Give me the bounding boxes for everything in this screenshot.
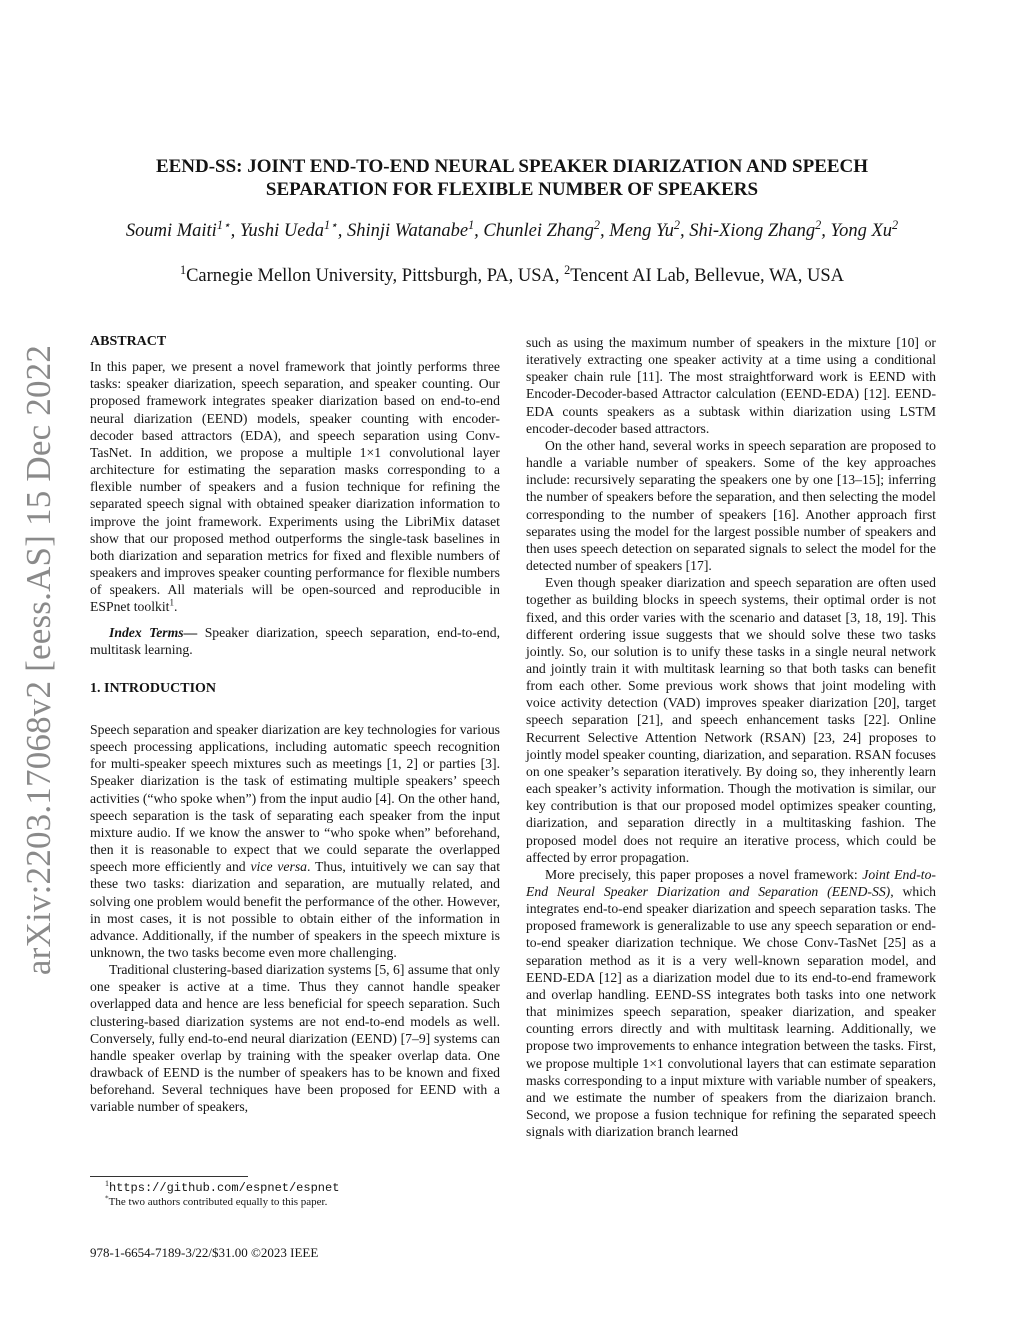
index-terms: Index Terms— Speaker diarization, speech separation, end-to-end, multitask learning. — [90, 624, 500, 657]
arxiv-identifier — [9, 330, 69, 990]
title-line-2: SEPARATION FOR FLEXIBLE NUMBER OF SPEAKERS — [265, 179, 759, 200]
footnote-2: *The two authors contributed equally to this paper. — [105, 1194, 328, 1208]
arxiv-id-text: arXiv:2203.17068v2 [eess.AS] 15 Dec 2022 — [19, 344, 58, 976]
intro-paragraph-4: On the other hand, several works in speech separation are proposed to handle a variable number of speakers. Some of the key approaches include: recursively separating the speakers one by one [13–15]; inferring the number of speakers before the separation, and then selecting the model corresponding to the number of speakers [16]. Another approach first separates using the model for the largest possible number of speakers and then uses speech detection on separated signals to select the model for the detected number of speakers [17]. — [526, 437, 936, 574]
footnote-divider — [90, 1176, 248, 1177]
intro-paragraph-6: More precisely, this paper proposes a novel framework: Joint End-to-End Neural Speaker Diarization and Separation (EEND-SS), which integrates end-to-end speaker diarization and speech separation tasks. The proposed framework is generalizable to use any speech separation or end-to-end speaker diarization technique. We chose Conv-TasNet [25] as a separation method as it is a very well-known separation model, and EEND-EDA [12] as a diarization model due to its end-to-end framework and overlap handling. EEND-SS integrates both tasks into one network that minimizes speech separation, speaker diarization, and speaker counting errors directly and with multitask learning. Additionally, we propose two improvements to enhance integration between the tasks. First, we propose multiple 1×1 convolutional layers that can estimate separation masks corresponding to a input mixture with variable number of speakers, and we estimate the number of speakers from the diarizaion branch. Second, we propose a fusion technique for refining the separated speech signals with diarization branch learned — [526, 866, 936, 1140]
copyright-footer: 978-1-6654-7189-3/22/$31.00 ©2023 IEEE — [90, 1245, 319, 1260]
intro-paragraph-5: Even though speaker diarization and speech separation are often used together as building blocks in speech systems, their optimal order is not fixed, and this order varies with the scenario and dataset [3, 18, 19]. This different ordering issue suggests that we should solve these two tasks jointly. So, our solution is to unify these tasks in a single neural network and jointly train it with multitask learning so that both tasks can benefit from each other. Some previous work shows that joint modeling with voice activity detection (VAD) improves speaker diarization [20], target speech separation [21], and speech enhancement tasks [22]. Online Recurrent Selective Attention Network (RSAN) [23, 24] proposes to jointly model speaker counting, diarization, and separation. RSAN focuses on one speaker’s separation iteratively. By doing so, they inherently learn each speaker’s activity information. Though the motivation is similar, our key contribution is that our proposed model optimizes speaker counting, diarization, and separation directly in a multitasking fashion. The proposed model does not require an iterative process, which could be affected by error propagation. — [526, 575, 936, 865]
right-column — [526, 334, 936, 1140]
author: Soumi Maiti$^{1⋆}$ — [125, 217, 231, 241]
author-list: Soumi Maiti$^{1⋆}$, Yushi Ueda$^{1⋆}$, Shinji Watanabe$^1$, Chunlei Zhang$^2$, Meng Yu$^2$, Shi-Xiong Zhang$^2$, Yong Xu$^2$ — [125, 217, 899, 241]
intro-heading: 1. INTRODUCTION — [90, 680, 217, 696]
author: Shinji Watanabe$^1$ — [346, 217, 475, 241]
footnote-1: $^1$https://github.com/espnet/espnet — [105, 1179, 340, 1195]
intro-paragraph-3: such as using the maximum number of speakers in the mixture [10] or iteratively extracting one speaker activity at a time using a conditional speaker chain rule [11]. The most straightforward work is EEND with Encoder-Decoder-based Attractor calculation (EEND-EDA) [12]. EEND-EDA counts speakers as a subtask within diarization using LSTM encoder-decoder based attractors. — [526, 335, 936, 436]
affiliations: $^1$Carnegie Mellon University, Pittsburgh, PA, USA, $^2$Tencent AI Lab, Bellevue, WA, USA — [179, 262, 845, 286]
author: Yong Xu$^2$ — [830, 217, 899, 241]
author: Yushi Ueda$^{1⋆}$ — [239, 217, 338, 241]
paper-title — [60, 155, 964, 201]
intro-paragraph-1: Speech separation and speaker diarization are key technologies for various speech processing applications, including automatic speech recognition for multi-speaker speech mixtures such as meetings [1, 2] or parties [3]. Speaker diarization is the task of estimating multiple speakers’ speech activities (“who spoke when”) from the input audio [4]. On the other hand, speech separation is the task of separating each speaker from the input mixture audio. If we know the answer to “who spoke when” beforehand, then it is reasonable to expect that we could separate the overlapped speech more efficiently and vice versa. Thus, intuitively we can say that these two tasks: diarization and separation, are mutually related, and solving one problem would benefit the performance of the other. However, in most cases, it is not possible to obtain either of the information in advance. Additionally, if the number of speakers in the speech mixture is unknown, the two tasks become even more challenging. — [90, 721, 500, 960]
author: Meng Yu$^2$ — [609, 217, 680, 241]
abstract-body: In this paper, we present a novel framework that jointly performs three tasks: speaker diarization, speech separation, and speaker counting. Our proposed framework integrates speaker diarization based on end-to-end neural diarization (EEND) models, speaker counting with encoder-decoder based attractors (EDA), and speech separation using Conv-TasNet. In addition, we propose a multiple 1×1 convolutional layer architecture for estimating the separation masks corresponding to a flexible number of speakers and a fusion technique for refining the separated speech signal with obtained speaker diarization information to improve the joint framework. Experiments using the LibriMix dataset show that our proposed method outperforms the single-task baselines in both diarization and separation metrics for fixed and flexible numbers of speakers and improves speaker counting performance for flexible numbers of speakers. All materials will be open-sourced and reproducible in ESPnet toolkit$^1$. — [90, 359, 500, 615]
abstract-heading: ABSTRACT — [90, 334, 167, 349]
footnote-link[interactable]: https://github.com/espnet/espnet — [108, 1181, 340, 1195]
left-column — [90, 333, 500, 1116]
author: Shi-Xiong Zhang$^2$ — [689, 217, 822, 241]
intro-paragraph-2: Traditional clustering-based diarization systems [5, 6] assume that only one speaker is active at a time. Thus they cannot handle speaker overlapped data and hence are less beneficial for speech separation. Such clustering-based diarization systems are not end-to-end models as well. Conversely, fully end-to-end neural diarization (EEND) [7–9] systems can handle speaker overlap by training with the speaker overlap data. One drawback of EEND is the number of speakers has to be known and fixed beforehand. Several techniques have been proposed for EEND with a variable number of speakers, — [90, 962, 500, 1115]
author: Chunlei Zhang$^2$ — [483, 217, 601, 241]
title-line-1: EEND-SS: JOINT END-TO-END NEURAL SPEAKER DIARIZATION AND SPEECH — [155, 156, 869, 177]
